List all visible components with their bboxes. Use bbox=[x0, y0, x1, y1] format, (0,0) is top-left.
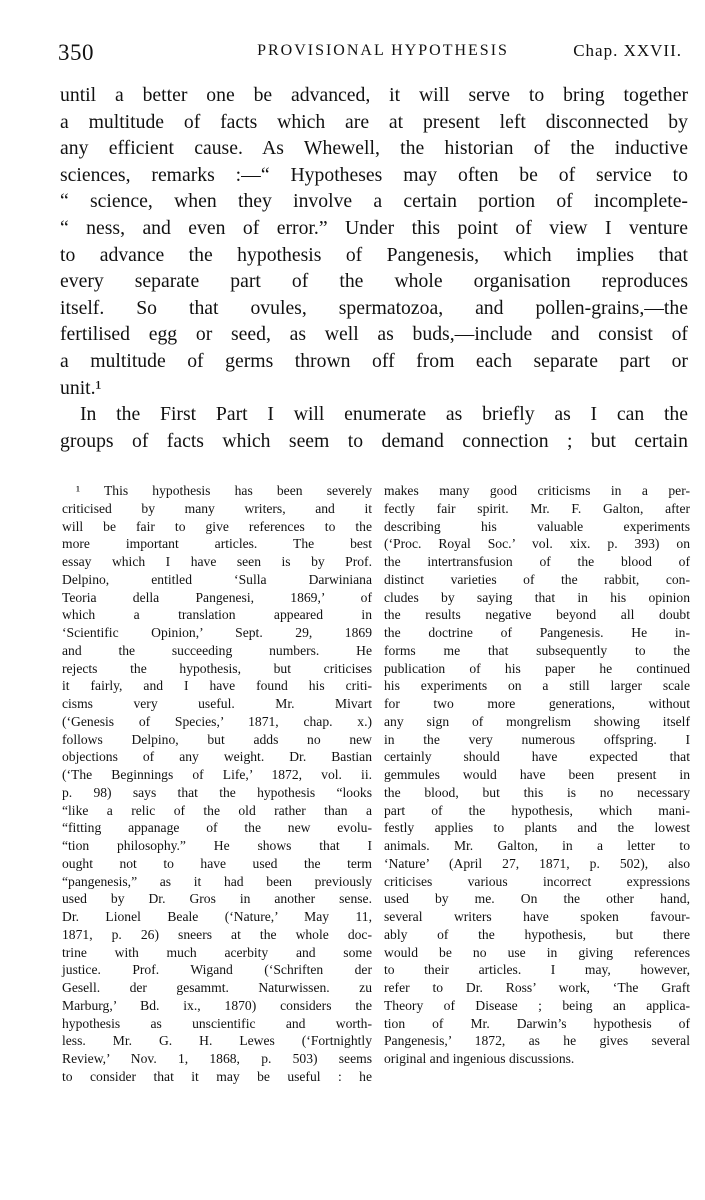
footnote-right-column bbox=[384, 482, 690, 1068]
footnote-line: used by Dr. Gros in another sense. bbox=[62, 891, 372, 907]
footnote-line: animals. Mr. Galton, in a letter to bbox=[384, 838, 690, 853]
footnote-line: (‘The Beginnings of Life,’ 1872, vol. ii. bbox=[62, 767, 372, 782]
footnote-line: describing his valuable experiments bbox=[384, 518, 690, 534]
body-line: sciences, remarks :—“ Hypotheses may often be of service to bbox=[60, 163, 688, 186]
footnote-line: cludes by saying that in his opinion bbox=[384, 589, 690, 605]
footnote-line: (‘Genesis of Species,’ 1871, chap. x.) bbox=[62, 713, 372, 729]
footnote-line: used by me. On the other hand, bbox=[384, 891, 690, 907]
footnote-line: several writers have spoken favour- bbox=[384, 909, 690, 924]
footnote-line: justice. Prof. Wigand (‘Schriften der bbox=[62, 962, 372, 978]
footnote-line: (‘Proc. Royal Soc.’ vol. xix. p. 393) on bbox=[384, 536, 690, 552]
footnote-line: criticised by many writers, and it bbox=[62, 500, 372, 516]
footnote-line: ought not to have used the term bbox=[62, 855, 372, 871]
body-line: itself. So that ovules, spermatozoa, and pollen-grains,—the bbox=[60, 296, 688, 319]
footnote-line: criticises various incorrect expressions bbox=[384, 873, 690, 889]
footnote-line: and the succeeding numbers. He bbox=[62, 642, 372, 658]
footnote-line: “tion philosophy.” He shows that I bbox=[62, 838, 372, 853]
footnote-line: which a translation appeared in bbox=[62, 607, 372, 623]
footnote-left-column bbox=[62, 482, 372, 1086]
body-line: a multitude of facts which are at present left disconnected by bbox=[60, 110, 688, 133]
footnote-line: Pangenesis,’ 1872, as he gives several bbox=[384, 1033, 690, 1049]
footnote-line: Delpino, entitled ‘Sulla Darwiniana bbox=[62, 571, 372, 587]
footnote-line: for two more generations, without bbox=[384, 696, 690, 711]
footnote-line: gemmules would have been present in bbox=[384, 767, 690, 782]
footnote-line: the results negative beyond all doubt bbox=[384, 607, 690, 623]
page-number: 350 bbox=[58, 40, 94, 65]
footnote-line: part of the hypothesis, which mani- bbox=[384, 802, 690, 818]
footnote-line: makes many good criticisms in a per- bbox=[384, 483, 690, 498]
body-line: groups of facts which seem to demand connection ; but certain bbox=[60, 429, 688, 452]
footnote-line: ‘Scientific Opinion,’ Sept. 29, 1869 bbox=[62, 625, 372, 640]
footnote-line: cisms very useful. Mr. Mivart bbox=[62, 696, 372, 711]
footnote-line: any sign of mongrelism showing itself bbox=[384, 713, 690, 729]
footnote-line: distinct varieties of the rabbit, con- bbox=[384, 571, 690, 587]
footnote-line: fectly fair spirit. Mr. F. Galton, after bbox=[384, 500, 690, 516]
footnote-line: “like a relic of the old rather than a bbox=[62, 802, 372, 818]
footnote-line: to their articles. I may, however, bbox=[384, 962, 690, 978]
footnote-line: objections of any weight. Dr. Bastian bbox=[62, 749, 372, 765]
footnote-line: would be no use in giving references bbox=[384, 944, 690, 960]
footnote-line: ¹ This hypothesis has been severely bbox=[76, 483, 372, 498]
footnote-line: certainly should have expected that bbox=[384, 749, 690, 765]
footnote-line: trine with much acerbity and some bbox=[62, 944, 372, 960]
body-line: any efficient cause. As Whewell, the historian of the inductive bbox=[60, 137, 688, 160]
footnote-line: hypothesis as unscientific and worth- bbox=[62, 1015, 372, 1031]
footnote-line: in the very numerous offspring. I bbox=[384, 731, 690, 747]
body-text bbox=[60, 82, 688, 454]
body-line: until a better one be advanced, it will serve to bring together bbox=[60, 84, 688, 106]
body-line: a multitude of germs thrown off from each separate part or bbox=[60, 349, 688, 372]
footnote-line: Theory of Disease ; being an applica- bbox=[384, 997, 690, 1013]
footnote-line: ably of the hypothesis, but there bbox=[384, 926, 690, 942]
body-line: In the First Part I will enumerate as briefly as I can the bbox=[80, 403, 688, 426]
body-line: fertilised egg or seed, as well as buds,—include and consist of bbox=[60, 323, 688, 346]
footnote-line: p. 98) says that the hypothesis “looks bbox=[62, 784, 372, 800]
footnote-line: the doctrine of Pangenesis. He in- bbox=[384, 625, 690, 640]
footnote-line: less. Mr. G. H. Lewes (‘Fortnightly bbox=[62, 1033, 372, 1049]
footnote-line: Marburg,’ Bd. ix., 1870) considers the bbox=[62, 997, 372, 1013]
footnote-line: his experiments on a still larger scale bbox=[384, 678, 690, 694]
footnote-line: the intertransfusion of the blood of bbox=[384, 554, 690, 569]
footnote-line: to consider that it may be useful : he bbox=[62, 1068, 372, 1084]
body-line: to advance the hypothesis of Pangenesis, which implies that bbox=[60, 243, 688, 266]
footnote-line: “pangenesis,” as it had been previously bbox=[62, 873, 372, 889]
footnote-line: Teoria della Pangenesi, 1869,’ of bbox=[62, 589, 372, 605]
body-line: “ science, when they involve a certain portion of incomplete- bbox=[60, 190, 688, 213]
running-head bbox=[58, 40, 688, 66]
footnote-line: it fairly, and I have found his criti- bbox=[62, 678, 372, 694]
footnote-line: rejects the hypothesis, but criticises bbox=[62, 660, 372, 676]
footnote-line: Dr. Lionel Beale (‘Nature,’ May 11, bbox=[62, 909, 372, 924]
footnote-line: original and ingenious discussions. bbox=[384, 1051, 575, 1066]
footnote-line: refer to Dr. Ross’ work, ‘The Graft bbox=[384, 980, 690, 995]
footnote-line: will be fair to give references to the bbox=[62, 518, 372, 534]
footnote-line: Gesell. der gesammt. Naturwissen. zu bbox=[62, 980, 372, 995]
running-title: PROVISIONAL HYPOTHESIS bbox=[257, 42, 509, 59]
footnote-line: publication of his paper he continued bbox=[384, 660, 690, 676]
footnote-line: essay which I have seen is by Prof. bbox=[62, 554, 372, 569]
footnote-line: follows Delpino, but adds no new bbox=[62, 731, 372, 747]
footnote-line: forms me that subsequently to the bbox=[384, 642, 690, 658]
footnote-line: tion of Mr. Darwin’s hypothesis of bbox=[384, 1015, 690, 1031]
footnote-line: ‘Nature’ (April 27, 1871, p. 502), also bbox=[384, 855, 690, 871]
footnote-line: the blood, but this is no necessary bbox=[384, 784, 690, 800]
chapter-label: Chap. XXVII. bbox=[573, 41, 682, 60]
footnote-line: 1871, p. 26) sneers at the whole doc- bbox=[62, 926, 372, 942]
body-line: unit.¹ bbox=[60, 376, 102, 399]
body-line: “ ness, and even of error.” Under this point of view I venture bbox=[60, 216, 688, 239]
footnote-line: “fitting appanage of the new evolu- bbox=[62, 820, 372, 836]
footnote-line: more important articles. The best bbox=[62, 536, 372, 552]
body-line: every separate part of the whole organisation reproduces bbox=[60, 270, 688, 293]
footnote-line: Review,’ Nov. 1, 1868, p. 503) seems bbox=[62, 1051, 372, 1066]
footnote-line: festly applies to plants and the lowest bbox=[384, 820, 690, 836]
